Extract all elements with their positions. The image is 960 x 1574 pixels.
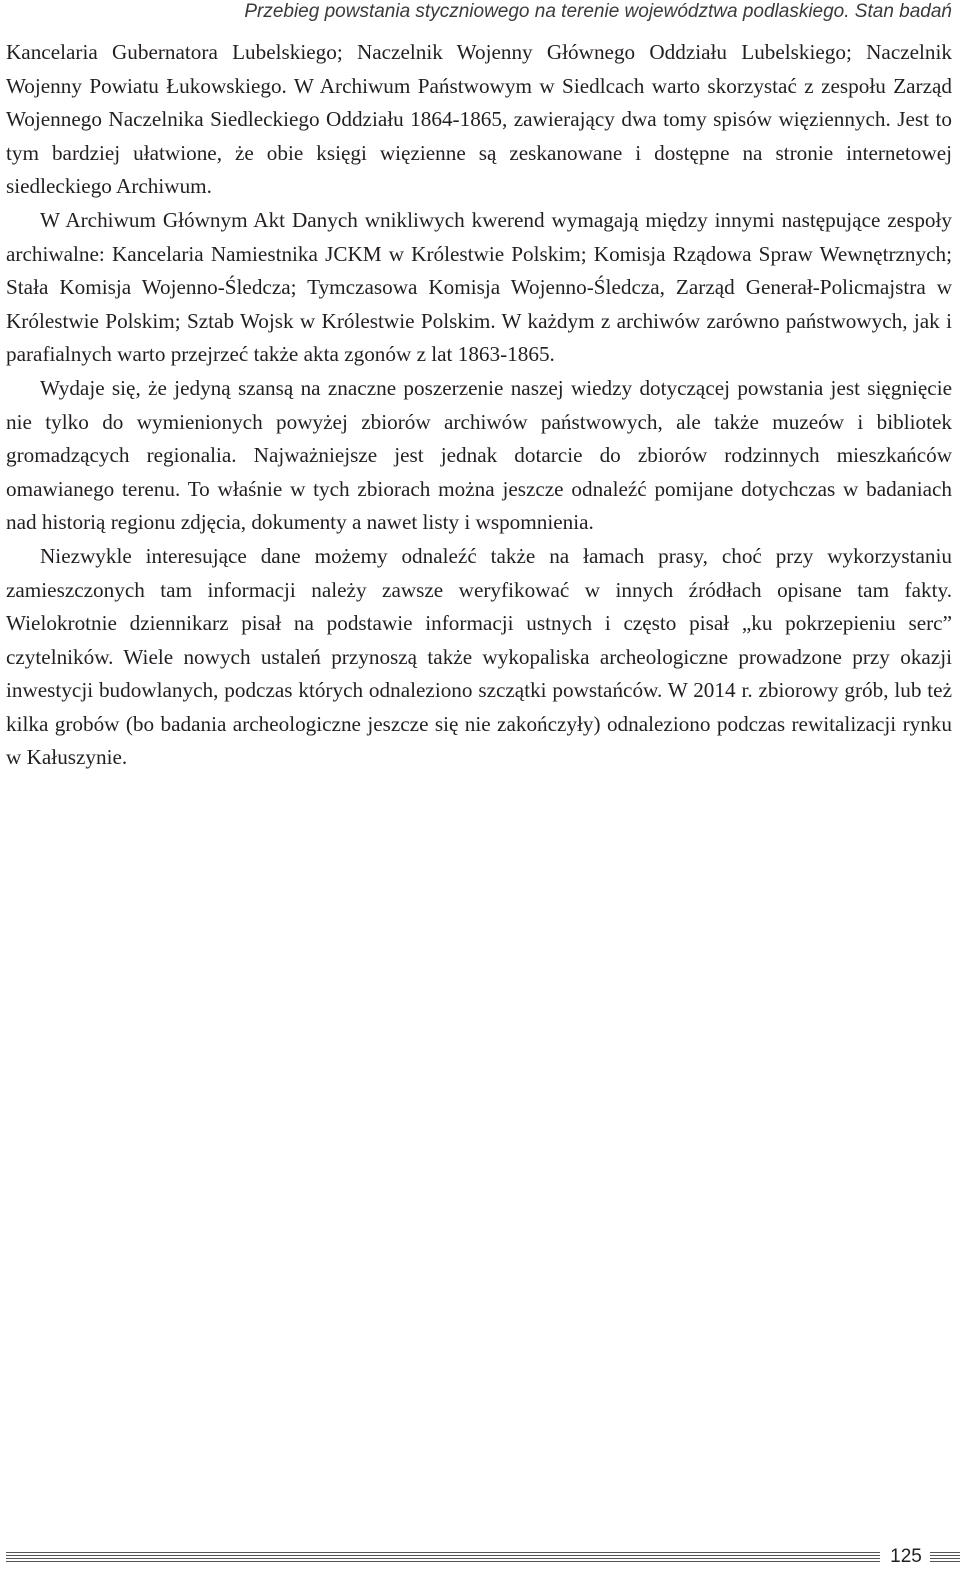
paragraph: W Archiwum Głównym Akt Danych wnikliwych kwerend wymagają między innymi następujące zespoły archiwalne: Kancelaria Namiestnika JCKM w Królestwie Polskim; Komisja Rządowa Spraw Wewnętrznych; Stała Komisja Wojenno-Śledcza; Tymczasowa Komisja Wojenno-Śledcza, Zarząd Generał-Policmajstra w Królestwie Polskim; Sztab Wojsk w Królestwie Polskim. W każdym z archiwów zarówno państwowych, jak i parafialnych warto przejrzeć także akta zgonów z lat 1863-1865.	[6, 207, 952, 367]
page-footer	[0, 1544, 960, 1570]
paragraph: Wydaje się, że jedyną szansą na znaczne poszerzenie naszej wiedzy dotyczącej powstania jest sięgnięcie nie tylko do wymienionych powyżej zbiorów archiwów państwowych, ale także muzeów i bibliotek gromadzących regionalia. Najważniejsze jest jednak dotarcie do zbiorów rodzinnych mieszkańców omawianego terenu. To właśnie w tych zbiorach można jeszcze odnaleźć pomijane dotychczas w badaniach nad historią regionu zdjęcia, dokumenty a nawet listy i wspomnienia.	[6, 375, 952, 535]
page-number: 125	[890, 1546, 922, 1567]
footer-rule-right	[930, 1552, 960, 1562]
paragraph-continued: Kancelaria Gubernatora Lubelskiego; Naczelnik Wojenny Głównego Oddziału Lubelskiego; Naczelnik Wojenny Powiatu Łukowskiego. W Archiwum Państwowym w Siedlcach warto skorzystać z zespołu Zarząd Wojennego Naczelnika Siedleckiego Oddziału 1864-1865, zawierający dwa tomy spisów więziennych. Jest to tym bardziej ułatwione, że obie księgi więzienne są zeskanowane i dostępne na stronie internetowej siedleckiego Archiwum.	[6, 40, 952, 199]
footer-rule-left	[6, 1552, 880, 1562]
body-text	[6, 36, 952, 775]
paragraph: Niezwykle interesujące dane możemy odnaleźć także na łamach prasy, choć przy wykorzystaniu zamieszczonych tam informacji należy zawsze weryfikować w innych źródłach opisane tam fakty. Wielokrotnie dziennikarz pisał na podstawie informacji ustnych i często pisał „ku pokrzepieniu serc” czytelników. Wiele nowych ustaleń przynoszą także wykopaliska archeologiczne prowadzone przy okazji inwestycji budowlanych, podczas których odnaleziono szczątki powstańców. W 2014 r. zbiorowy grób, lub też kilka grobów (bo badania archeologiczne jeszcze się nie zakończyły) odnaleziono podczas rewitalizacji rynku w Kałuszynie.	[6, 543, 952, 770]
running-header: Przebieg powstania styczniowego na terenie województwa podlaskiego. Stan badań	[244, 1, 952, 22]
